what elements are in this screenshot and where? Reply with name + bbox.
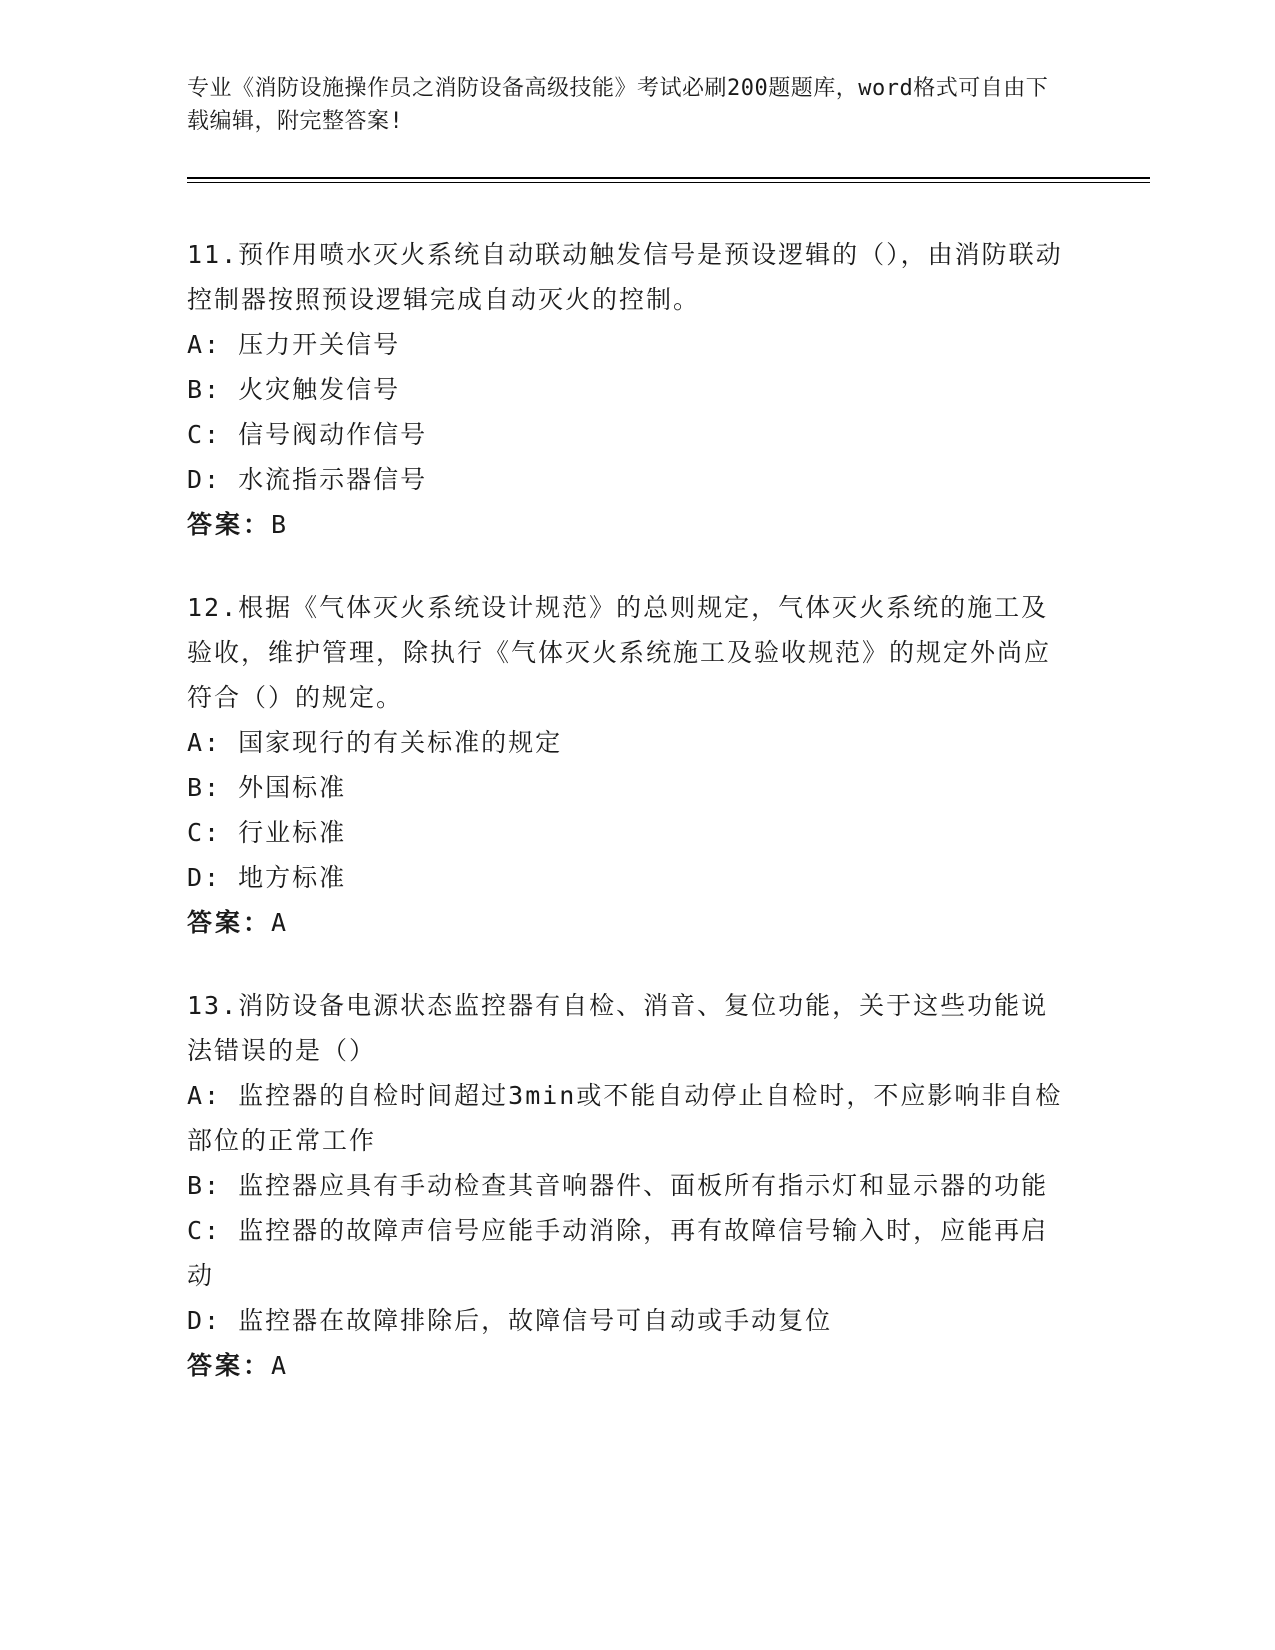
question-list: [187, 232, 1067, 1426]
option-c: C: 信号阀动作信号: [187, 420, 428, 449]
option-b: B: 外国标准: [187, 773, 347, 802]
question-stem: 13.消防设备电源状态监控器有自检、消音、复位功能，关于这些功能说法错误的是（）: [187, 991, 1049, 1065]
intro-text: 专业《消防设施操作员之消防设备高级技能》考试必刷200题题库，word格式可自由下载编辑，附完整答案!: [187, 76, 1049, 134]
answer-value: A: [271, 1351, 289, 1380]
option-b: B: 监控器应具有手动检查其音响器件、面板所有指示灯和显示器的功能: [187, 1171, 1049, 1200]
answer-value: A: [271, 908, 289, 937]
header-rule-thick: [187, 177, 1150, 179]
option-c: C: 监控器的故障声信号应能手动消除，再有故障信号输入时，应能再启动: [187, 1216, 1049, 1290]
question-12: [187, 585, 1067, 945]
answer-label: 答案：: [187, 510, 272, 539]
answer-label: 答案：: [187, 908, 272, 937]
question-stem: 12.根据《气体灭火系统设计规范》的总则规定，气体灭火系统的施工及验收，维护管理，除执行《气体灭火系统施工及验收规范》的规定外尚应符合（）的规定。: [187, 593, 1052, 712]
option-b: B: 火灾触发信号: [187, 375, 401, 404]
option-c: C: 行业标准: [187, 818, 347, 847]
option-d: D: 监控器在故障排除后，故障信号可自动或手动复位: [187, 1306, 833, 1335]
answer-line: [187, 502, 1067, 547]
question-11: [187, 232, 1067, 547]
answer-label: 答案：: [187, 1351, 272, 1380]
document-intro: [187, 72, 1067, 138]
option-d: D: 水流指示器信号: [187, 465, 428, 494]
option-a: A: 国家现行的有关标准的规定: [187, 728, 563, 757]
answer-line: [187, 1343, 1067, 1388]
option-d: D: 地方标准: [187, 863, 347, 892]
header-rule-thin: [187, 182, 1150, 183]
question-13: [187, 983, 1067, 1388]
option-a: A: 监控器的自检时间超过3min或不能自动停止自检时，不应影响非自检部位的正常工作: [187, 1081, 1063, 1155]
answer-value: B: [271, 510, 289, 539]
question-stem: 11.预作用喷水灭火系统自动联动触发信号是预设逻辑的（），由消防联动控制器按照预设逻辑完成自动灭火的控制。: [187, 240, 1063, 314]
option-a: A: 压力开关信号: [187, 330, 401, 359]
answer-line: [187, 900, 1067, 945]
